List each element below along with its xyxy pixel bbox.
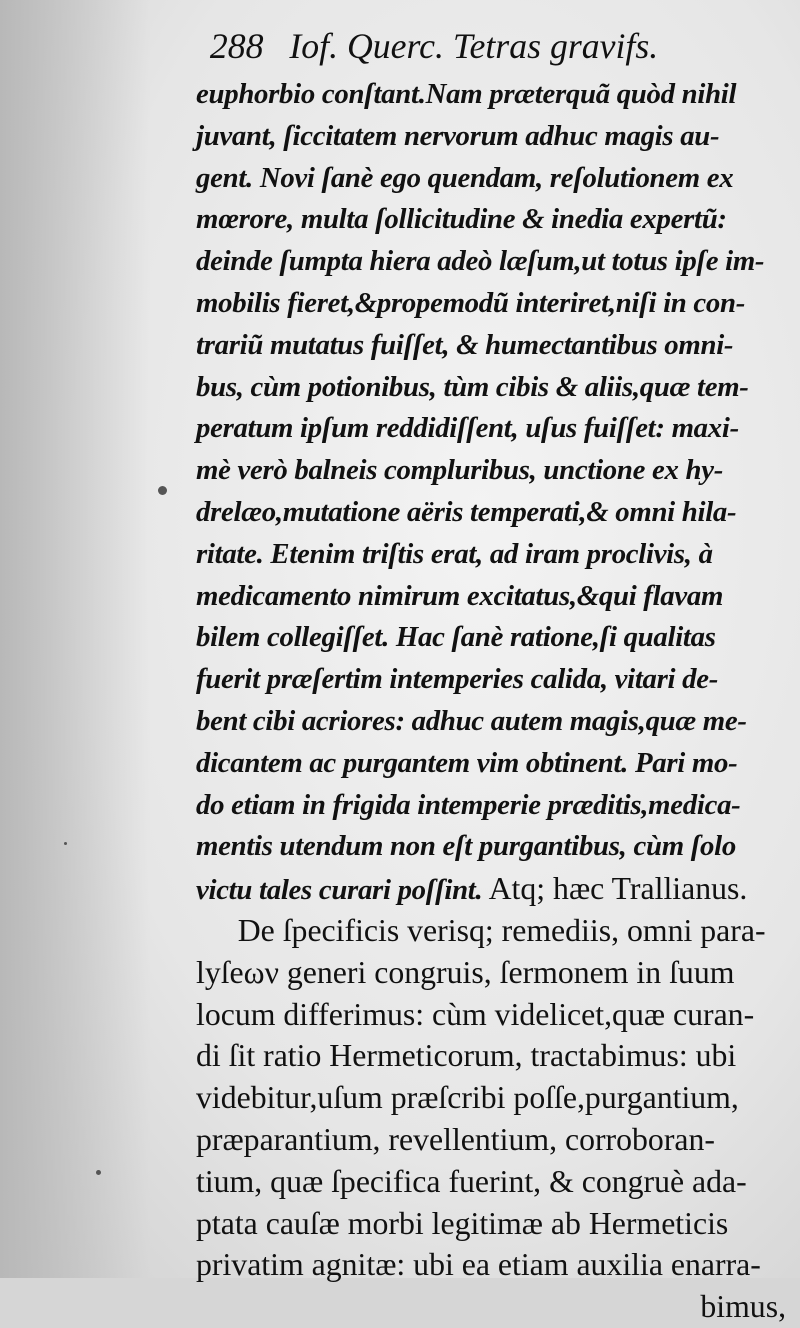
paper-speck — [64, 842, 67, 845]
text-line: juvant, ſiccitatem nervorum adhuc magis au- — [196, 119, 720, 152]
page-header — [196, 18, 792, 74]
text-line: medicamento nimirum excitatus,&qui flavam — [196, 579, 724, 612]
running-head: Iof. Querc. Tetras gravifs. — [289, 26, 659, 66]
text-line: ptata cauſæ morbi legitimæ ab Hermeticis — [196, 1204, 729, 1241]
text-line: trariũ mutatus fuiſſet, & humectantibus omni- — [196, 328, 734, 361]
text-line: euphorbio conſtant.Nam præterquã quòd nihil — [196, 78, 737, 110]
paper-speck — [158, 486, 167, 495]
last-line: bimus, — [700, 1288, 787, 1325]
text-line: ritate. Etenim triſtis erat, ad iram proclivis, à — [196, 537, 713, 570]
text-line: fuerit præſertim intemperies calida, vitari de- — [196, 663, 719, 696]
text-line: gent. Novi ſanè ego quendam, reſolutionem ex — [196, 161, 734, 194]
mixed-text-line — [196, 868, 792, 910]
text-line: mè verò balneis compluribus, unctione ex hy- — [196, 454, 724, 487]
text-line: videbitur,uſum præſcribi poſſe,purgantium, — [196, 1079, 739, 1116]
text-block — [196, 18, 796, 1328]
text-line: drelæo,mutatione aëris temperati,& omni hila- — [196, 495, 737, 528]
text-line: bilem collegiſſet. Hac ſanè ratione,ſi qualitas — [196, 621, 716, 654]
gutter-shadow — [0, 0, 150, 1278]
text-line: bent cibi acriores: adhuc autem magis,quæ me- — [196, 704, 747, 737]
text-line: lyſeων generi congruis, ſermonem in ſuum — [196, 953, 735, 990]
text-line: dicantem ac purgantem vim obtinent. Pari mo- — [196, 746, 738, 779]
italic-segment: victu tales curari poſſint. — [196, 874, 483, 907]
text-line: locum differimus: cùm videlicet,quæ curan- — [196, 995, 755, 1032]
text-line: præparantium, revellentium, corroboran- — [196, 1120, 715, 1157]
text-line: mobilis fieret,&propemodũ interiret,niſi in con- — [196, 286, 746, 319]
paragraph-first-line: De ſpecificis verisq; remediis, omni para- — [237, 911, 766, 948]
page-number: 288 — [209, 26, 264, 66]
text-line: mœrore, multa ſollicitudine & inedia expertũ: — [196, 203, 727, 236]
text-line: di ſit ratio Hermeticorum, tractabimus: ubi — [196, 1037, 737, 1074]
text-line: peratum ipſum reddidiſſent, uſus fuiſſet: maxi- — [196, 412, 739, 445]
text-line: bus, cùm potionibus, tùm cibis & aliis,quæ tem- — [196, 370, 749, 403]
text-line: tium, quæ ſpecifica fuerint, & congruè ada- — [196, 1162, 747, 1199]
text-line: privatim agnitæ: ubi ea etiam auxilia enarra- — [196, 1246, 761, 1283]
paper-speck — [96, 1170, 101, 1175]
roman-segment: Atq; hæc Trallianus. — [482, 870, 748, 907]
text-line: deinde ſumpta hiera adeò læſum,ut totus ipſe im- — [196, 245, 765, 278]
text-line: do etiam in frigida intemperie præditis,medica- — [196, 788, 741, 821]
text-line: mentis utendum non eſt purgantibus, cùm ſolo — [196, 830, 736, 863]
